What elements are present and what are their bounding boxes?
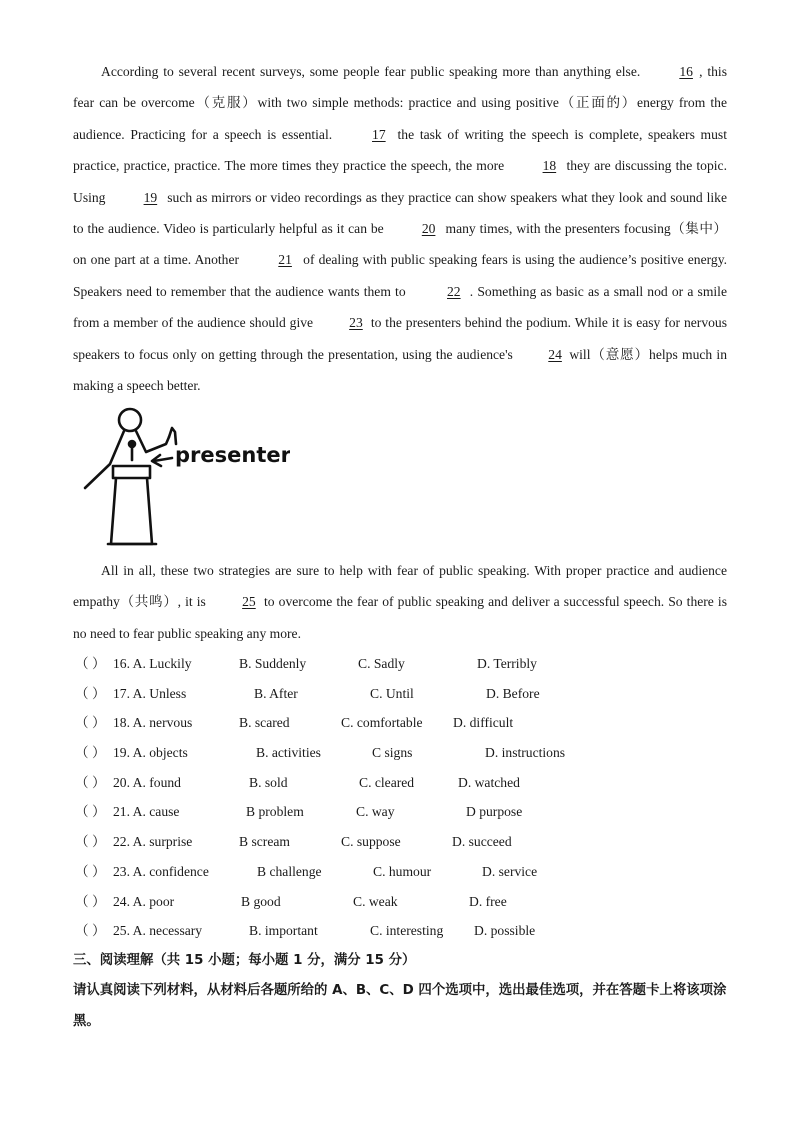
option-d: D. service: [482, 863, 538, 879]
passage-text: many times, with the presenters focusing（集中）on one part at a time. Another: [73, 221, 728, 268]
passage-text: . Something as basic as a small nod or a smile from a member of the audience should give: [73, 283, 727, 331]
question-option-row: [73, 916, 727, 946]
passage-paragraph-1: [73, 56, 727, 401]
option-b: B. After: [254, 685, 298, 701]
option-d: D. possible: [474, 923, 536, 939]
passage-text: , this fear can be overcome（克服）with two simple methods: practice and using positive（正面的）energy from the audience. Practicing for a speech is essential.: [73, 64, 728, 142]
option-b: B. important: [249, 923, 318, 939]
answer-bracket[interactable]: （ ）: [75, 804, 106, 820]
presenter-label: presenter: [175, 443, 290, 467]
passage-text: they are discussing the topic. Using: [73, 158, 727, 205]
option-d: D. Terribly: [477, 656, 537, 671]
option-c: C. cleared: [359, 774, 415, 790]
passage-text: According to several recent surveys, some people fear public speaking more than anything else.: [101, 64, 646, 79]
option-a: 22. A. surprise: [113, 834, 193, 850]
answer-blank-24: 24: [548, 346, 562, 362]
answer-bracket[interactable]: （ ）: [75, 685, 106, 701]
question-option-row: [73, 857, 727, 887]
answer-blank-17: 17: [372, 126, 386, 142]
option-b: B challenge: [257, 863, 322, 879]
answer-blank-23: 23: [349, 315, 363, 331]
passage-text: will（意愿）helps much in making a speech better.: [73, 346, 728, 394]
answer-blank-21: 21: [278, 252, 292, 268]
option-b: B. sold: [249, 774, 288, 790]
presenter-illustration: [80, 404, 290, 552]
passage-text: All in all, these two strategies are sure to help with fear of public speaking. With proper practice and audience empathy（共鸣）, it is: [73, 563, 727, 610]
option-d: D. free: [469, 893, 507, 909]
answer-bracket[interactable]: （ ）: [75, 893, 106, 909]
option-d: D. watched: [458, 774, 520, 790]
option-c: C. humour: [373, 863, 432, 879]
answer-blank-25: 25: [242, 594, 256, 610]
option-a: 23. A. confidence: [113, 863, 209, 879]
section-instruction: 请认真阅读下列材料，从材料后各题所给的 A、B、C、D 四个选项中，选出最佳选项，并在答题卡上将该项涂黑。: [73, 983, 727, 1029]
option-a: 20. A. found: [113, 774, 181, 790]
option-d: D. difficult: [453, 715, 514, 731]
question-option-row: [73, 768, 727, 798]
option-c: C. Sadly: [358, 656, 405, 671]
option-c: C. weak: [353, 893, 398, 909]
option-a: 16. A. Luckily: [113, 656, 192, 671]
answer-bracket[interactable]: （ ）: [75, 656, 106, 671]
option-b: B problem: [246, 804, 304, 820]
answer-bracket[interactable]: （ ）: [75, 834, 106, 850]
option-a: 24. A. poor: [113, 893, 175, 909]
option-b: B. activities: [256, 745, 321, 761]
answer-bracket[interactable]: （ ）: [75, 863, 106, 879]
question-option-row: [73, 827, 727, 857]
option-a: 17. A. Unless: [113, 685, 187, 701]
question-option-row: [73, 887, 727, 917]
option-c: C. interesting: [370, 923, 444, 939]
passage-text: such as mirrors or video recordings as they practice can show speakers what they look and sound like to the audience. Video is particularly helpful as it can be: [73, 189, 727, 237]
passage-paragraph-2: [73, 555, 727, 649]
answer-bracket[interactable]: （ ）: [75, 774, 106, 790]
passage-text: to the presenters behind the podium. While it is easy for nervous speakers to focus only on getting through the presentation, using the audience's: [73, 315, 727, 362]
question-option-row: [73, 679, 727, 709]
answer-blank-18: 18: [542, 158, 557, 174]
option-d: D. instructions: [485, 745, 566, 761]
answer-blank-22: 22: [447, 283, 461, 299]
option-c: C. comfortable: [341, 715, 423, 731]
option-a: 25. A. necessary: [113, 923, 203, 939]
answer-bracket[interactable]: （ ）: [75, 745, 106, 761]
passage-text: to overcome the fear of public speaking and deliver a successful speech. So there is no need to fear public speaking any more.: [73, 594, 727, 641]
answer-blank-20: 20: [421, 221, 436, 237]
option-b: B. Suddenly: [239, 656, 307, 671]
option-c: C. way: [356, 804, 395, 820]
option-a: 18. A. nervous: [113, 715, 193, 731]
option-a: 19. A. objects: [113, 745, 188, 761]
option-d: D. Before: [486, 685, 540, 701]
passage-text: of dealing with public speaking fears is using the audience’s positive energy. Speakers need to remember that the audience wants them to: [73, 252, 728, 299]
option-d: D. succeed: [452, 834, 512, 850]
option-b: B scream: [239, 834, 290, 850]
answer-blank-19: 19: [143, 189, 158, 205]
answer-bracket[interactable]: （ ）: [75, 715, 106, 731]
option-b: B. scared: [239, 715, 290, 731]
question-option-row: [73, 797, 727, 827]
option-c: C. Until: [370, 685, 414, 701]
option-c: C. suppose: [341, 834, 401, 850]
option-b: B good: [241, 893, 281, 909]
section-heading: 三、阅读理解（共 15 小题；每小题 1 分，满分 15 分）: [73, 953, 416, 968]
question-option-row: [73, 738, 727, 768]
option-a: 21. A. cause: [113, 804, 180, 820]
presenter-figure-icon: [80, 404, 290, 552]
answer-blank-16: 16: [679, 64, 693, 79]
question-option-row: [73, 649, 727, 679]
option-c: C signs: [372, 745, 413, 761]
question-option-row: [73, 708, 727, 738]
option-d: D purpose: [466, 804, 523, 820]
passage-text: the task of writing the speech is complete, speakers must practice, practice, practice. The more times they practice the speech, the more: [73, 126, 727, 174]
answer-bracket[interactable]: （ ）: [75, 923, 106, 939]
options-list: [73, 649, 727, 946]
